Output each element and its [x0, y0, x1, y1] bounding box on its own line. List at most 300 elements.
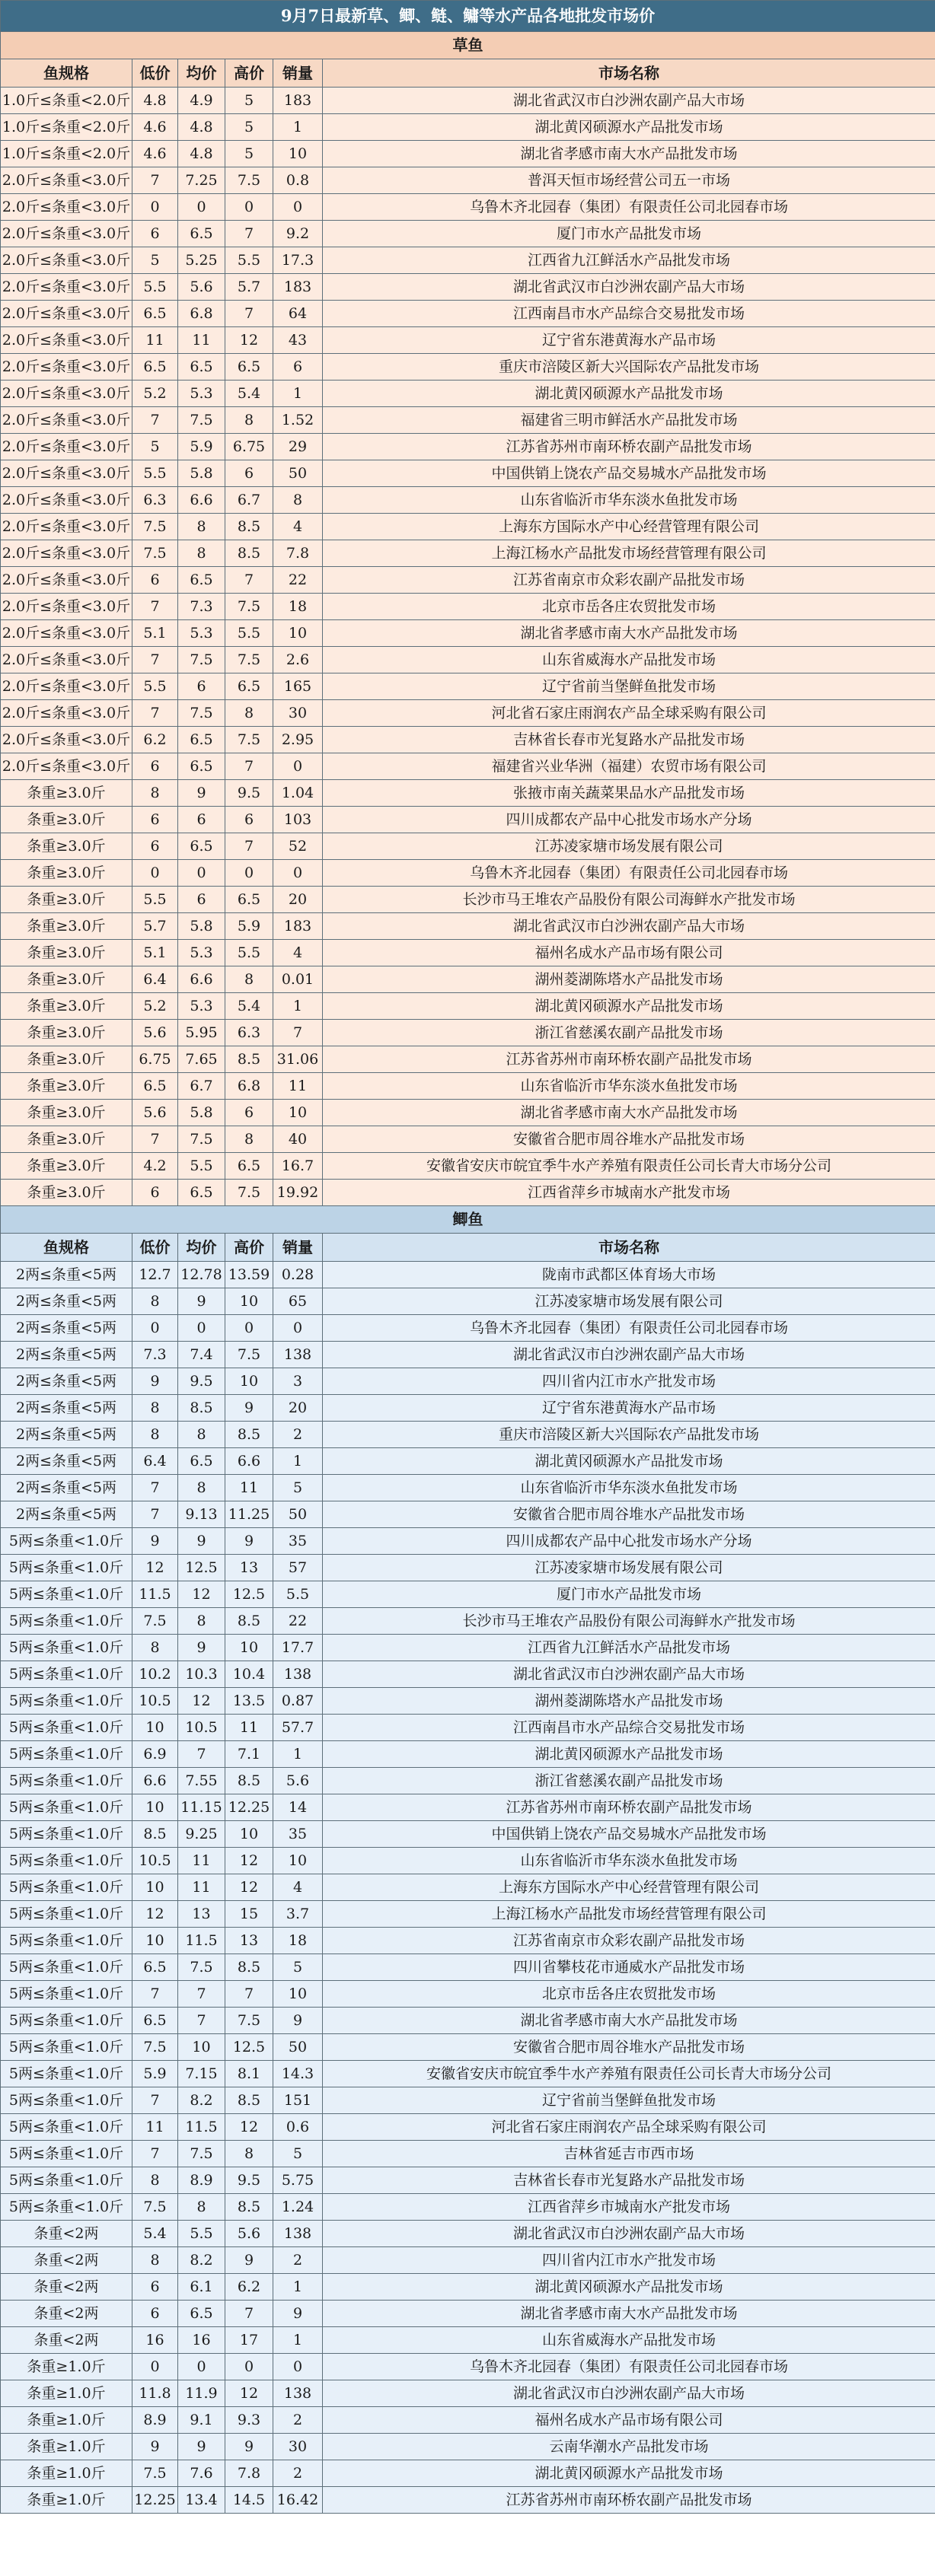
low-price-cell: 9: [132, 2434, 178, 2460]
table-row: [1, 2247, 935, 2274]
volume-cell: 1.24: [273, 2194, 323, 2221]
high-price-cell: 5.4: [225, 993, 273, 1020]
spec-cell: 条重<2两: [1, 2274, 132, 2301]
avg-price-cell: 5.3: [178, 381, 225, 407]
high-price-cell: 9: [225, 1528, 273, 1555]
low-price-cell: 7: [132, 407, 178, 434]
volume-cell: 64: [273, 301, 323, 327]
volume-cell: 9: [273, 2008, 323, 2034]
spec-cell: 2.0斤≤条重<3.0斤: [1, 700, 132, 727]
spec-cell: 2.0斤≤条重<3.0斤: [1, 381, 132, 407]
market-name-cell: 江苏省苏州市南环桥农副产品批发市场: [323, 2487, 935, 2514]
low-price-cell: 7: [132, 700, 178, 727]
high-price-cell: 10.4: [225, 1661, 273, 1688]
avg-price-cell: 6.5: [178, 727, 225, 753]
volume-cell: 57: [273, 1555, 323, 1581]
high-price-cell: 12.5: [225, 2034, 273, 2061]
volume-cell: 10: [273, 620, 323, 647]
low-price-cell: 10: [132, 1928, 178, 1954]
low-price-cell: 7: [132, 647, 178, 673]
table-row: [1, 594, 935, 620]
volume-cell: 1: [273, 381, 323, 407]
volume-cell: 4: [273, 514, 323, 540]
spec-cell: 条重≥1.0斤: [1, 2460, 132, 2487]
high-price-cell: 7.5: [225, 1342, 273, 1368]
avg-price-cell: 11.5: [178, 1928, 225, 1954]
high-price-cell: 7: [225, 1981, 273, 2008]
spec-cell: 条重≥1.0斤: [1, 2354, 132, 2380]
spec-cell: 2两≤条重<5两: [1, 1315, 132, 1342]
volume-cell: 183: [273, 274, 323, 301]
table-row: [1, 1954, 935, 1981]
volume-cell: 138: [273, 2380, 323, 2407]
table-row: [1, 2221, 935, 2247]
avg-price-cell: 11.15: [178, 1794, 225, 1821]
low-price-cell: 8: [132, 1422, 178, 1448]
table-row: [1, 434, 935, 460]
avg-price-cell: 9: [178, 1528, 225, 1555]
high-price-cell: 6.5: [225, 354, 273, 381]
volume-cell: 0.28: [273, 1262, 323, 1288]
table-row: [1, 274, 935, 301]
avg-price-cell: 7.5: [178, 647, 225, 673]
volume-cell: 5.6: [273, 1768, 323, 1794]
avg-price-cell: 6.5: [178, 1448, 225, 1475]
volume-cell: 3: [273, 1368, 323, 1395]
low-price-cell: 16: [132, 2327, 178, 2354]
table-row: [1, 1688, 935, 1715]
volume-cell: 22: [273, 567, 323, 594]
low-price-cell: 5: [132, 247, 178, 274]
spec-cell: 条重<2两: [1, 2327, 132, 2354]
high-price-cell: 8.5: [225, 1954, 273, 1981]
table-row: [1, 1180, 935, 1206]
column-header: 销量: [273, 59, 323, 88]
avg-price-cell: 13.4: [178, 2487, 225, 2514]
table-row: [1, 1126, 935, 1153]
column-header: 市场名称: [323, 59, 935, 88]
market-name-cell: 湖北黄冈硕源水产品批发市场: [323, 2460, 935, 2487]
high-price-cell: 6.6: [225, 1448, 273, 1475]
avg-price-cell: 7: [178, 1741, 225, 1768]
volume-cell: 3.7: [273, 1901, 323, 1928]
low-price-cell: 8: [132, 1395, 178, 1422]
avg-price-cell: 7.15: [178, 2061, 225, 2087]
avg-price-cell: 7.4: [178, 1342, 225, 1368]
low-price-cell: 6.75: [132, 1046, 178, 1073]
volume-cell: 0: [273, 860, 323, 887]
avg-price-cell: 6.6: [178, 966, 225, 993]
volume-cell: 52: [273, 833, 323, 860]
spec-cell: 2.0斤≤条重<3.0斤: [1, 540, 132, 567]
spec-cell: 2.0斤≤条重<3.0斤: [1, 194, 132, 221]
low-price-cell: 7: [132, 167, 178, 194]
low-price-cell: 5.6: [132, 1020, 178, 1046]
volume-cell: 11: [273, 1073, 323, 1100]
avg-price-cell: 9: [178, 1288, 225, 1315]
market-name-cell: 江苏省苏州市南环桥农副产品批发市场: [323, 434, 935, 460]
low-price-cell: 5.6: [132, 1100, 178, 1126]
table-row: [1, 487, 935, 514]
avg-price-cell: 5.3: [178, 940, 225, 966]
market-name-cell: 四川成都农产品中心批发市场水产分场: [323, 807, 935, 833]
spec-cell: 5两≤条重<1.0斤: [1, 1954, 132, 1981]
avg-price-cell: 6.5: [178, 2301, 225, 2327]
avg-price-cell: 9.13: [178, 1501, 225, 1528]
volume-cell: 14: [273, 1794, 323, 1821]
low-price-cell: 5.4: [132, 2221, 178, 2247]
volume-cell: 8: [273, 487, 323, 514]
volume-cell: 0.87: [273, 1688, 323, 1715]
table-row: [1, 887, 935, 913]
table-row: [1, 2114, 935, 2141]
section-header-row: [1, 1206, 935, 1234]
high-price-cell: 6.2: [225, 2274, 273, 2301]
high-price-cell: 9: [225, 1395, 273, 1422]
table-row: [1, 1661, 935, 1688]
low-price-cell: 10.5: [132, 1848, 178, 1874]
column-header-row: [1, 59, 935, 88]
market-name-cell: 乌鲁木齐北园春（集团）有限责任公司北园春市场: [323, 1315, 935, 1342]
table-row: [1, 1741, 935, 1768]
spec-cell: 2.0斤≤条重<3.0斤: [1, 434, 132, 460]
table-row: [1, 460, 935, 487]
market-name-cell: 吉林省长春市光复路水产品批发市场: [323, 2167, 935, 2194]
market-name-cell: 湖州菱湖陈塔水产品批发市场: [323, 1688, 935, 1715]
market-name-cell: 江苏省南京市众彩农副产品批发市场: [323, 1928, 935, 1954]
high-price-cell: 7.5: [225, 2008, 273, 2034]
avg-price-cell: 7.5: [178, 407, 225, 434]
table-row: [1, 114, 935, 141]
low-price-cell: 4.6: [132, 141, 178, 167]
market-name-cell: 山东省临沂市华东淡水鱼批发市场: [323, 1475, 935, 1501]
spec-cell: 5两≤条重<1.0斤: [1, 1528, 132, 1555]
table-row: [1, 966, 935, 993]
avg-price-cell: 4.8: [178, 141, 225, 167]
section-grass-carp: [1, 32, 935, 1206]
high-price-cell: 5: [225, 88, 273, 114]
avg-price-cell: 7.3: [178, 594, 225, 620]
market-name-cell: 山东省临沂市华东淡水鱼批发市场: [323, 1848, 935, 1874]
low-price-cell: 8: [132, 2247, 178, 2274]
avg-price-cell: 6.5: [178, 833, 225, 860]
high-price-cell: 5.5: [225, 620, 273, 647]
volume-cell: 16.42: [273, 2487, 323, 2514]
volume-cell: 2: [273, 2247, 323, 2274]
market-name-cell: 安徽省安庆市皖宜季牛水产养殖有限责任公司长青大市场分公司: [323, 2061, 935, 2087]
high-price-cell: 12: [225, 2380, 273, 2407]
volume-cell: 9.2: [273, 221, 323, 247]
spec-cell: 2.0斤≤条重<3.0斤: [1, 167, 132, 194]
volume-cell: 10: [273, 1981, 323, 2008]
volume-cell: 50: [273, 460, 323, 487]
high-price-cell: 0: [225, 1315, 273, 1342]
avg-price-cell: 12.78: [178, 1262, 225, 1288]
spec-cell: 条重≥3.0斤: [1, 860, 132, 887]
low-price-cell: 7: [132, 2087, 178, 2114]
high-price-cell: 7.8: [225, 2460, 273, 2487]
high-price-cell: 8: [225, 966, 273, 993]
column-header: 低价: [132, 1234, 178, 1262]
table-row: [1, 1475, 935, 1501]
column-header: 高价: [225, 1234, 273, 1262]
high-price-cell: 5: [225, 141, 273, 167]
low-price-cell: 7: [132, 1501, 178, 1528]
high-price-cell: 10: [225, 1288, 273, 1315]
high-price-cell: 9: [225, 2247, 273, 2274]
market-name-cell: 四川省内江市水产批发市场: [323, 2247, 935, 2274]
spec-cell: 2两≤条重<5两: [1, 1288, 132, 1315]
spec-cell: 5两≤条重<1.0斤: [1, 2008, 132, 2034]
market-name-cell: 吉林省长春市光复路水产品批发市场: [323, 727, 935, 753]
low-price-cell: 6.5: [132, 1954, 178, 1981]
avg-price-cell: 6.5: [178, 354, 225, 381]
spec-cell: 2.0斤≤条重<3.0斤: [1, 247, 132, 274]
table-row: [1, 1555, 935, 1581]
low-price-cell: 8.5: [132, 1821, 178, 1848]
market-name-cell: 中国供销上饶农产品交易城水产品批发市场: [323, 1821, 935, 1848]
high-price-cell: 9.5: [225, 780, 273, 807]
spec-cell: 5两≤条重<1.0斤: [1, 2087, 132, 2114]
low-price-cell: 0: [132, 194, 178, 221]
market-name-cell: 安徽省合肥市周谷堆水产品批发市场: [323, 1126, 935, 1153]
high-price-cell: 10: [225, 1368, 273, 1395]
low-price-cell: 9: [132, 1528, 178, 1555]
avg-price-cell: 6.5: [178, 221, 225, 247]
low-price-cell: 12: [132, 1555, 178, 1581]
avg-price-cell: 11.9: [178, 2380, 225, 2407]
table-row: [1, 993, 935, 1020]
spec-cell: 2.0斤≤条重<3.0斤: [1, 274, 132, 301]
volume-cell: 20: [273, 887, 323, 913]
market-name-cell: 湖北黄冈硕源水产品批发市场: [323, 381, 935, 407]
low-price-cell: 5.1: [132, 620, 178, 647]
spec-cell: 2两≤条重<5两: [1, 1448, 132, 1475]
avg-price-cell: 0: [178, 2354, 225, 2380]
market-name-cell: 辽宁省前当堡鲜鱼批发市场: [323, 2087, 935, 2114]
spec-cell: 条重≥3.0斤: [1, 807, 132, 833]
volume-cell: 18: [273, 594, 323, 620]
low-price-cell: 11: [132, 327, 178, 354]
volume-cell: 7: [273, 1020, 323, 1046]
spec-cell: 条重≥3.0斤: [1, 966, 132, 993]
low-price-cell: 6: [132, 833, 178, 860]
market-name-cell: 上海东方国际水产中心经营管理有限公司: [323, 514, 935, 540]
volume-cell: 138: [273, 1342, 323, 1368]
market-name-cell: 浙江省慈溪农副产品批发市场: [323, 1768, 935, 1794]
table-row: [1, 1073, 935, 1100]
market-name-cell: 四川成都农产品中心批发市场水产分场: [323, 1528, 935, 1555]
column-header: 高价: [225, 59, 273, 88]
high-price-cell: 8: [225, 1126, 273, 1153]
high-price-cell: 12: [225, 1848, 273, 1874]
high-price-cell: 5.5: [225, 247, 273, 274]
volume-cell: 1: [273, 993, 323, 1020]
market-name-cell: 湖北省武汉市白沙洲农副产品大市场: [323, 2221, 935, 2247]
avg-price-cell: 11: [178, 327, 225, 354]
avg-price-cell: 5.8: [178, 913, 225, 940]
volume-cell: 1: [273, 114, 323, 141]
avg-price-cell: 6.5: [178, 1180, 225, 1206]
high-price-cell: 7: [225, 567, 273, 594]
low-price-cell: 10: [132, 1874, 178, 1901]
spec-cell: 5两≤条重<1.0斤: [1, 1635, 132, 1661]
table-row: [1, 221, 935, 247]
spec-cell: 5两≤条重<1.0斤: [1, 1581, 132, 1608]
market-name-cell: 福州名成水产品市场有限公司: [323, 2407, 935, 2434]
table-row: [1, 1981, 935, 2008]
low-price-cell: 10: [132, 1715, 178, 1741]
low-price-cell: 8.9: [132, 2407, 178, 2434]
low-price-cell: 5.5: [132, 274, 178, 301]
market-name-cell: 湖北黄冈硕源水产品批发市场: [323, 1741, 935, 1768]
market-name-cell: 湖北黄冈硕源水产品批发市场: [323, 2274, 935, 2301]
low-price-cell: 11.8: [132, 2380, 178, 2407]
low-price-cell: 0: [132, 2354, 178, 2380]
low-price-cell: 7.5: [132, 2460, 178, 2487]
low-price-cell: 10: [132, 1794, 178, 1821]
market-name-cell: 长沙市马王堆农产品股份有限公司海鲜水产批发市场: [323, 1608, 935, 1635]
table-row: [1, 301, 935, 327]
spec-cell: 2.0斤≤条重<3.0斤: [1, 620, 132, 647]
high-price-cell: 6.8: [225, 1073, 273, 1100]
volume-cell: 2.6: [273, 647, 323, 673]
table-row: [1, 1422, 935, 1448]
low-price-cell: 9: [132, 1368, 178, 1395]
spec-cell: 条重≥3.0斤: [1, 1180, 132, 1206]
avg-price-cell: 5.6: [178, 274, 225, 301]
market-name-cell: 重庆市涪陵区新大兴国际农产品批发市场: [323, 354, 935, 381]
avg-price-cell: 8: [178, 1608, 225, 1635]
high-price-cell: 5: [225, 114, 273, 141]
spec-cell: 条重≥3.0斤: [1, 993, 132, 1020]
avg-price-cell: 7.55: [178, 1768, 225, 1794]
table-row: [1, 1528, 935, 1555]
volume-cell: 22: [273, 1608, 323, 1635]
volume-cell: 2: [273, 1422, 323, 1448]
high-price-cell: 7.5: [225, 167, 273, 194]
spec-cell: 5两≤条重<1.0斤: [1, 1555, 132, 1581]
low-price-cell: 6.6: [132, 1768, 178, 1794]
avg-price-cell: 7.5: [178, 1954, 225, 1981]
volume-cell: 5: [273, 2141, 323, 2167]
market-name-cell: 江苏省苏州市南环桥农副产品批发市场: [323, 1794, 935, 1821]
spec-cell: 条重≥3.0斤: [1, 1153, 132, 1180]
spec-cell: 条重<2两: [1, 2247, 132, 2274]
avg-price-cell: 7.5: [178, 1126, 225, 1153]
volume-cell: 183: [273, 88, 323, 114]
spec-cell: 5两≤条重<1.0斤: [1, 1794, 132, 1821]
high-price-cell: 6.75: [225, 434, 273, 460]
low-price-cell: 7: [132, 1475, 178, 1501]
market-name-cell: 江苏凌家塘市场发展有限公司: [323, 833, 935, 860]
high-price-cell: 7: [225, 2301, 273, 2327]
spec-cell: 条重<2两: [1, 2301, 132, 2327]
table-row: [1, 753, 935, 780]
market-name-cell: 普洱天恒市场经营公司五一市场: [323, 167, 935, 194]
table-row: [1, 1635, 935, 1661]
volume-cell: 30: [273, 700, 323, 727]
low-price-cell: 6.9: [132, 1741, 178, 1768]
spec-cell: 2.0斤≤条重<3.0斤: [1, 514, 132, 540]
market-name-cell: 江西省萍乡市城南水产批发市场: [323, 1180, 935, 1206]
market-name-cell: 湖北黄冈硕源水产品批发市场: [323, 993, 935, 1020]
market-name-cell: 湖北省孝感市南大水产品批发市场: [323, 141, 935, 167]
section-crucian-carp: [1, 1206, 935, 2514]
table-row: [1, 2407, 935, 2434]
spec-cell: 2两≤条重<5两: [1, 1501, 132, 1528]
high-price-cell: 7: [225, 301, 273, 327]
spec-cell: 5两≤条重<1.0斤: [1, 2194, 132, 2221]
avg-price-cell: 6.8: [178, 301, 225, 327]
high-price-cell: 8.5: [225, 1768, 273, 1794]
volume-cell: 10: [273, 1848, 323, 1874]
avg-price-cell: 7: [178, 2008, 225, 2034]
high-price-cell: 8: [225, 2141, 273, 2167]
table-row: [1, 940, 935, 966]
volume-cell: 138: [273, 1661, 323, 1688]
avg-price-cell: 6: [178, 673, 225, 700]
table-row: [1, 1288, 935, 1315]
spec-cell: 5两≤条重<1.0斤: [1, 1661, 132, 1688]
high-price-cell: 6: [225, 1100, 273, 1126]
table-row: [1, 1501, 935, 1528]
volume-cell: 10: [273, 1100, 323, 1126]
spec-cell: 条重≥3.0斤: [1, 1046, 132, 1073]
volume-cell: 5.75: [273, 2167, 323, 2194]
avg-price-cell: 11: [178, 1874, 225, 1901]
low-price-cell: 7.5: [132, 540, 178, 567]
avg-price-cell: 13: [178, 1901, 225, 1928]
spec-cell: 条重≥1.0斤: [1, 2380, 132, 2407]
table-row: [1, 407, 935, 434]
high-price-cell: 9.3: [225, 2407, 273, 2434]
high-price-cell: 8.5: [225, 1422, 273, 1448]
high-price-cell: 10: [225, 1821, 273, 1848]
low-price-cell: 4.6: [132, 114, 178, 141]
low-price-cell: 5.7: [132, 913, 178, 940]
spec-cell: 5两≤条重<1.0斤: [1, 1741, 132, 1768]
volume-cell: 0.8: [273, 167, 323, 194]
low-price-cell: 10.5: [132, 1688, 178, 1715]
avg-price-cell: 10.3: [178, 1661, 225, 1688]
low-price-cell: 11: [132, 2114, 178, 2141]
high-price-cell: 6.3: [225, 1020, 273, 1046]
high-price-cell: 8.5: [225, 2194, 273, 2221]
low-price-cell: 11.5: [132, 1581, 178, 1608]
high-price-cell: 7: [225, 833, 273, 860]
table-row: [1, 1581, 935, 1608]
table-row: [1, 1928, 935, 1954]
high-price-cell: 0: [225, 194, 273, 221]
low-price-cell: 8: [132, 1288, 178, 1315]
table-row: [1, 1100, 935, 1126]
market-name-cell: 重庆市涪陵区新大兴国际农产品批发市场: [323, 1422, 935, 1448]
avg-price-cell: 9.5: [178, 1368, 225, 1395]
high-price-cell: 12: [225, 1874, 273, 1901]
spec-cell: 2.0斤≤条重<3.0斤: [1, 594, 132, 620]
market-name-cell: 安徽省合肥市周谷堆水产品批发市场: [323, 2034, 935, 2061]
avg-price-cell: 8: [178, 1475, 225, 1501]
spec-cell: 1.0斤≤条重<2.0斤: [1, 114, 132, 141]
table-row: [1, 1262, 935, 1288]
market-name-cell: 张掖市南关蔬菜果品水产品批发市场: [323, 780, 935, 807]
high-price-cell: 11: [225, 1475, 273, 1501]
market-name-cell: 长沙市马王堆农产品股份有限公司海鲜水产批发市场: [323, 887, 935, 913]
volume-cell: 2: [273, 2460, 323, 2487]
market-name-cell: 四川省攀枝花市通威水产品批发市场: [323, 1954, 935, 1981]
market-name-cell: 河北省石家庄雨润农产品全球采购有限公司: [323, 2114, 935, 2141]
